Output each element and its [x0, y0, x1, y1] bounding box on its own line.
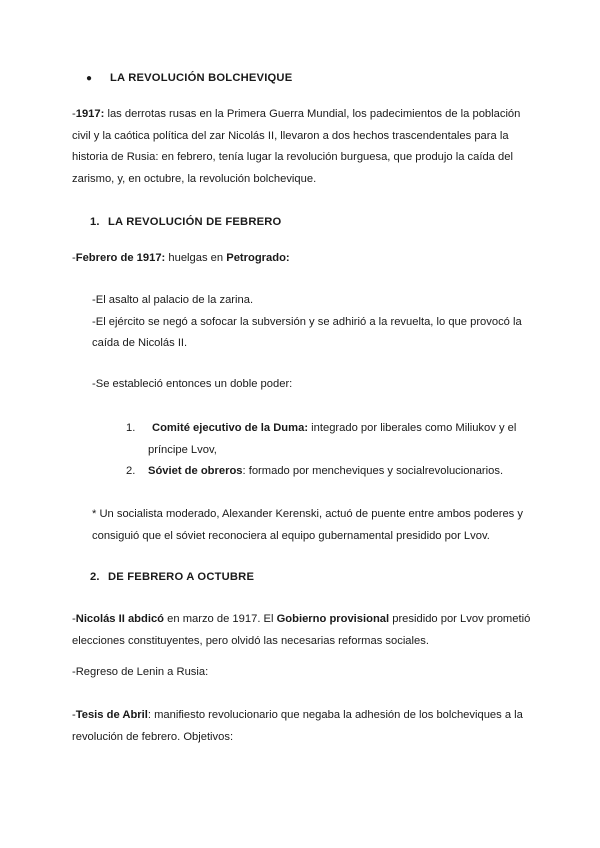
intro-year: 1917:: [75, 108, 105, 120]
section-1-subpoints: -El asalto al palacio de la zarina. -El ejército se negó a sofocar la subversión y se adhirió a la revuelta, lo que provocó la caída de Nicolás II.: [92, 294, 522, 349]
list-item: 2. Sóviet de obreros: formado por mencheviques y socialrevolucionarios.: [126, 465, 504, 477]
section-2-paragraph-2: -Regreso de Lenin a Rusia:: [72, 666, 209, 678]
double-power-intro: -Se estableció entonces un doble poder:: [92, 378, 293, 390]
kerenski-note: * Un socialista moderado, Alexander Kerenski, actuó de puente entre ambos poderes y consiguió que el sóviet reconociera al equipo gubernamental presidido por Lvov.: [92, 508, 523, 542]
list-item: 1. Comité ejecutivo de la Duma: integrado por liberales como Miliukov y el príncipe Lvov,: [126, 422, 517, 456]
section-1-paragraph: -Febrero de 1917: huelgas en Petrogrado:: [72, 252, 290, 264]
main-title: ● LA REVOLUCIÓN BOLCHEVIQUE: [72, 68, 532, 90]
section-1-heading: 1. LA REVOLUCIÓN DE FEBRERO: [90, 216, 282, 228]
bullet-icon: ●: [86, 73, 93, 84]
intro-paragraph: -1917: las derrotas rusas en la Primera Guerra Mundial, los padecimientos de la población civil y la caótica política del zar Nicolás II, llevaron a dos hechos trascendentales para la historia de Rusia: en febrero, tenía lugar la revolución burguesa, que produjo la caída del zarismo, y, en octubre, la revolución bolchevique.: [72, 108, 521, 185]
section-2-heading: 2. DE FEBRERO A OCTUBRE: [90, 571, 255, 583]
section-2-paragraph-1: -Nicolás II abdicó en marzo de 1917. El Gobierno provisional presidido por Lvov prometió elecciones constituyentes, pero olvidó las necesarias reformas sociales.: [72, 613, 531, 647]
section-2-paragraph-3: -Tesis de Abril: manifiesto revolucionario que negaba la adhesión de los bolcheviques a la revolución de febrero. Objetivos:: [72, 709, 523, 743]
